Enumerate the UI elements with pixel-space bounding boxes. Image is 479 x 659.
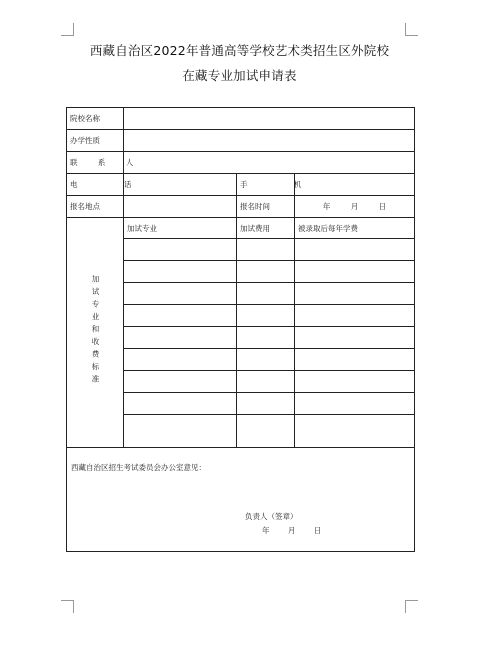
row-fee-header [67, 218, 415, 239]
major-cell[interactable] [124, 239, 237, 261]
fee-cell[interactable] [237, 305, 295, 327]
row-contact [67, 152, 415, 174]
col-fee-header: 加试费用 [237, 218, 295, 239]
fee-cell[interactable] [237, 283, 295, 305]
major-cell[interactable] [124, 349, 237, 371]
contact-field[interactable] [124, 152, 415, 174]
row-registration [67, 196, 415, 218]
fee-cell[interactable] [237, 327, 295, 349]
col-tuition-header: 被录取后每年学费 [295, 218, 415, 239]
row-school-type [67, 130, 415, 152]
reg-time-field[interactable]: 年 月 日 [295, 196, 415, 218]
row-school-name [67, 108, 415, 130]
major-cell[interactable] [124, 305, 237, 327]
major-cell[interactable] [124, 261, 237, 283]
major-cell[interactable] [124, 327, 237, 349]
phone-label: 电 话 [67, 174, 124, 196]
fee-cell[interactable] [237, 261, 295, 283]
application-form-table [66, 107, 415, 552]
fee-cell[interactable] [237, 415, 295, 448]
major-cell[interactable] [124, 415, 237, 448]
crop-mark-top-right [405, 23, 418, 36]
reg-time-label: 报名时间 [237, 196, 295, 218]
col-major-header: 加试专业 [124, 218, 237, 239]
tuition-cell[interactable] [295, 415, 415, 448]
venue-label: 报名地点 [67, 196, 124, 218]
opinion-label: 西藏自治区招生考试委员会办公室意见： [71, 463, 206, 472]
crop-mark-top-left [61, 23, 74, 36]
section-label: 加试专业和收费标准 [91, 275, 100, 388]
opinion-cell[interactable] [67, 448, 415, 552]
fee-cell[interactable] [237, 371, 295, 393]
row-phone [67, 174, 415, 196]
signature-date: 年 月 日 [262, 526, 322, 535]
major-cell[interactable] [124, 283, 237, 305]
major-cell[interactable] [124, 371, 237, 393]
school-type-field[interactable] [124, 130, 415, 152]
crop-mark-bottom-left [61, 600, 74, 613]
section-label-cell [67, 218, 124, 448]
tuition-cell[interactable] [295, 261, 415, 283]
crop-mark-bottom-right [405, 600, 418, 613]
venue-field[interactable] [124, 196, 237, 218]
school-name-field[interactable] [124, 108, 415, 130]
document-title-line-2: 在藏专业加试申请表 [182, 68, 297, 83]
signature-label: 负责人（签章） [245, 512, 298, 521]
tuition-cell[interactable] [295, 283, 415, 305]
row-opinion [67, 448, 415, 552]
tuition-cell[interactable] [295, 393, 415, 415]
major-cell[interactable] [124, 393, 237, 415]
school-name-label: 院校名称 [67, 108, 124, 130]
mobile-label: 手 机 [237, 174, 295, 196]
contact-label: 联 系 人 [67, 152, 124, 174]
document-title-line-1: 西藏自治区2022年普通高等学校艺术类招生区外院校 [89, 43, 390, 58]
fee-cell[interactable] [237, 349, 295, 371]
fee-cell[interactable] [237, 393, 295, 415]
tuition-cell[interactable] [295, 327, 415, 349]
tuition-cell[interactable] [295, 371, 415, 393]
tuition-cell[interactable] [295, 239, 415, 261]
tuition-cell[interactable] [295, 349, 415, 371]
fee-cell[interactable] [237, 239, 295, 261]
school-type-label: 办学性质 [67, 130, 124, 152]
tuition-cell[interactable] [295, 305, 415, 327]
